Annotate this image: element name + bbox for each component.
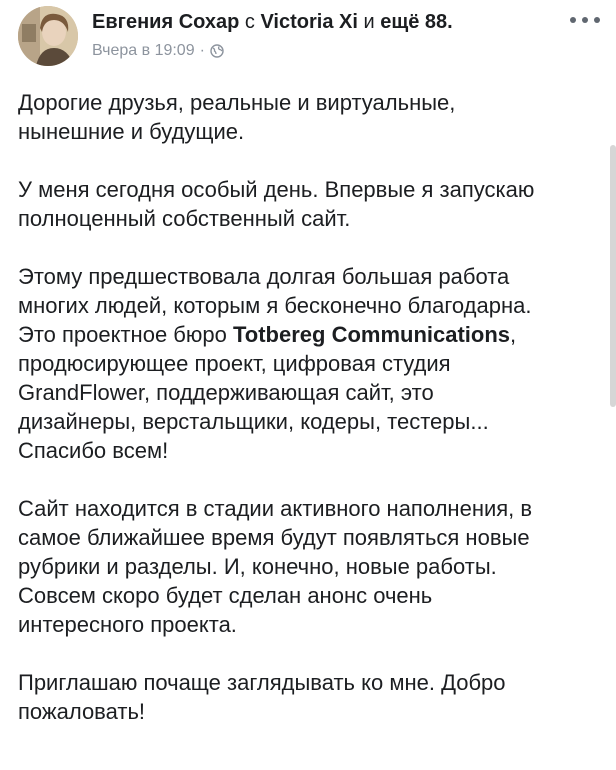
and-word: и <box>363 11 375 33</box>
paragraph-3 <box>18 262 606 465</box>
text-line: рубрики и разделы. И, конечно, новые работы. <box>18 554 497 579</box>
more-dot <box>570 17 576 23</box>
with-word: с <box>244 11 255 33</box>
text-line: GrandFlower, поддерживающая сайт, это <box>18 380 434 405</box>
author-name-link[interactable]: Евгения Сохар <box>92 11 240 33</box>
post-author-line <box>92 10 453 34</box>
others-link[interactable]: ещё 88 <box>380 11 448 33</box>
text-line: полноценный собственный сайт. <box>18 206 351 231</box>
post-meta <box>92 41 224 61</box>
post-body <box>18 88 606 755</box>
text-line: Дорогие друзья, реальные и виртуальные, <box>18 90 456 115</box>
text-line: нынешние и будущие. <box>18 119 245 144</box>
text-fragment: Это проектное бюро <box>18 322 233 347</box>
text-line: Приглашаю почаще заглядывать ко мне. Добро <box>18 670 506 695</box>
scrollbar-thumb[interactable] <box>610 145 616 407</box>
text-line: продюсирующее проект, цифровая студия <box>18 351 451 376</box>
more-dot <box>594 17 600 23</box>
paragraph-4 <box>18 494 606 639</box>
paragraph-1 <box>18 88 606 146</box>
company-mention[interactable]: Totbereg Communications <box>232 322 511 347</box>
text-line: Сайт находится в стадии активного наполнения, в <box>18 496 533 521</box>
meta-separator: · <box>199 42 205 59</box>
text-fragment: , <box>510 322 517 347</box>
avatar-image <box>18 6 78 66</box>
text-line: интересного проекта. <box>18 612 237 637</box>
more-options-icon[interactable] <box>570 10 600 30</box>
globe-icon[interactable] <box>210 44 224 58</box>
text-line: самое ближайшее время будут появляться новые <box>18 525 530 550</box>
post-header <box>18 6 608 66</box>
paragraph-2 <box>18 175 606 233</box>
text-line: У меня сегодня особый день. Впервые я запускаю <box>18 177 535 202</box>
period: . <box>447 11 453 33</box>
post-timestamp[interactable]: Вчера в 19:09 <box>92 42 195 59</box>
text-line: Этому предшествовала долгая большая работа <box>18 264 510 289</box>
text-line <box>18 320 606 349</box>
more-dot <box>582 17 588 23</box>
paragraph-5 <box>18 668 606 726</box>
text-line: дизайнеры, верстальщики, кодеры, тестеры... <box>18 409 489 434</box>
tagged-user-link[interactable]: Victoria Xi <box>260 11 358 33</box>
text-line: Совсем скоро будет сделан анонс очень <box>18 583 433 608</box>
text-line: Спасибо всем! <box>18 438 169 463</box>
text-line: многих людей, которым я бесконечно благодарна. <box>18 293 532 318</box>
author-avatar[interactable] <box>18 6 78 66</box>
text-line: пожаловать! <box>18 699 146 724</box>
